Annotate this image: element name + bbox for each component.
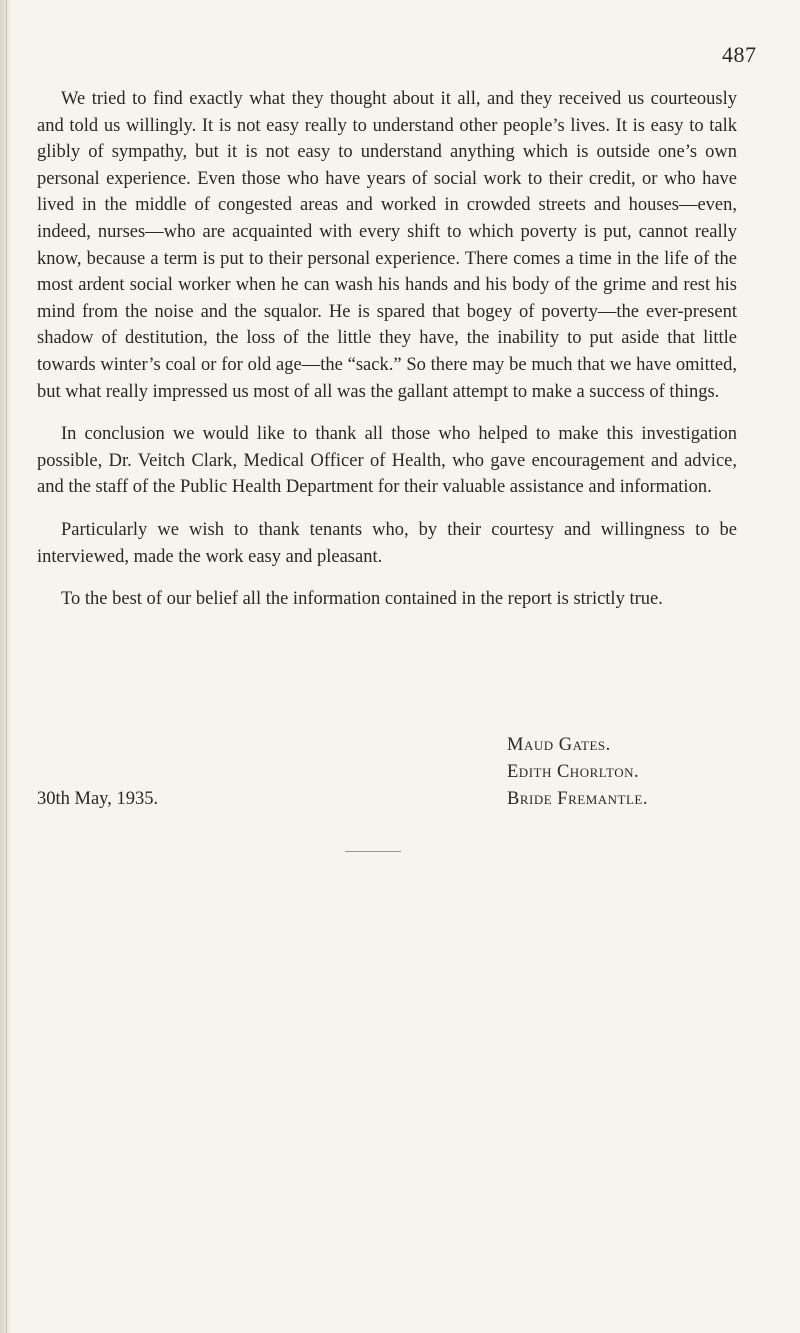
- paragraph-thanks-tenants: Particularly we wish to thank tenants who, by their courtesy and willingness to be interviewed, made the work easy and pleasant.: [37, 519, 737, 567]
- paragraph-acknowledgements: In conclusion we would like to thank all those who helped to make this investigation possible, Dr. Veitch Clark, Medical Officer of Health, who gave encouragement and advice, and the staff of the Public Health Department for their valuable assistance and information.: [37, 424, 737, 498]
- paragraph-declaration: To the best of our belief all the information contained in the report is strictly true.: [61, 589, 663, 610]
- report-date: 30th May, 1935.: [37, 789, 159, 809]
- end-rule: [345, 851, 401, 852]
- signatory-name: Maud Gates.: [507, 735, 611, 755]
- body-text: [37, 86, 737, 613]
- page-binding-line: [6, 0, 7, 1333]
- signature-block: [507, 732, 648, 813]
- page-number: 487: [722, 42, 757, 67]
- signatory-name: Bride Fremantle.: [507, 789, 648, 809]
- signatory-name: Edith Chorlton.: [507, 762, 640, 782]
- paragraph-closing-remarks: We tried to find exactly what they thought about it all, and they received us courteously and told us willingly. It is not easy really to understand other people’s lives. It is easy to talk glibly of sympathy, but it is not easy to understand anything which is outside one’s own personal experience. Even those who have years of social work to their credit, or who have lived in the middle of congested areas and worked in crowded streets and houses—even, indeed, nurses—who are acquainted with every shift to which poverty is put, cannot really know, because a term is put to their personal experience. There comes a time in the life of the most ardent social worker when he can wash his hands and his body of the grime and rest his mind from the noise and the squalor. He is spared that bogey of poverty—the ever-present shadow of destitution, the loss of the little they have, the inability to put aside that little towards winter’s coal or for old age—the “sack.” So there may be much that we have omitted, but what really impressed us most of all was the gallant attempt to make a success of things.: [37, 89, 737, 402]
